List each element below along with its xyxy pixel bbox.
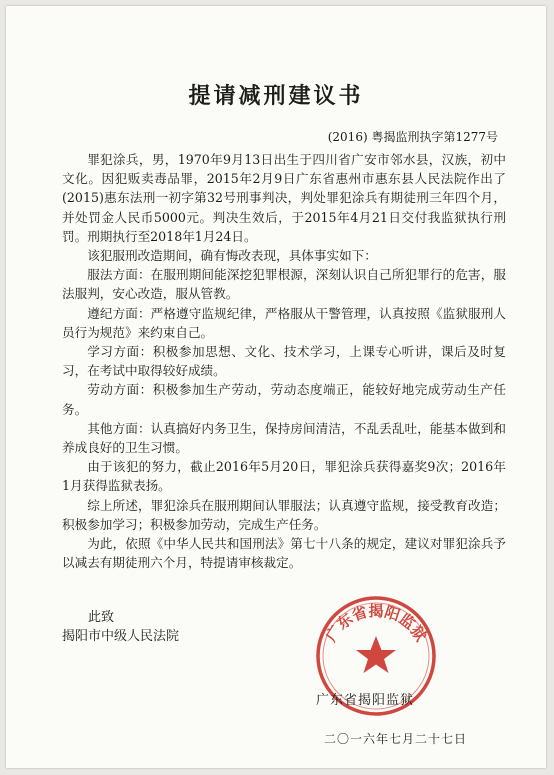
paragraph-discipline: 遵纪方面：严格遵守监规纪律，严格服从干警管理，认真按照《监狱服刑人员行为规范》来约束自己。: [62, 305, 506, 340]
document-body: [62, 150, 506, 572]
signature-date: 二〇一六年七月二十七日: [324, 732, 468, 746]
recipient-court: 揭阳市中级人民法院: [62, 629, 180, 644]
paragraph-intro: 该犯服刑改造期间，确有悔改表现，具体事实如下：: [87, 248, 377, 264]
document-number: (2016) 粤揭监刑执字第1277号: [327, 130, 498, 144]
signature-organization: 广东省揭阳监狱: [316, 693, 415, 708]
paragraph-basic-info: 罪犯涂兵，男，1970年9月13日出生于四川省广安市邻水县，汉族，初中文化。因犯贩卖毒品罪，2015年2月9日广东省惠州市惠东县人民法院作出了(2015)惠东法刑一初字第32号刑事判决，判处罪犯涂兵有期徒刑三年四个月，并处罚金人民币5000元。判决生效后，于2015年4月21日交付我监狱执行刑罚。刑期执行至2018年1月24日。: [62, 152, 506, 244]
paragraph-summary: 综上所述，罪犯涂兵在服刑期间认罪服法；认真遵守监规，接受教育改造；积极参加学习；积极参加劳动，完成生产任务。: [62, 497, 506, 532]
document-page: [6, 6, 546, 768]
paragraph-rewards: 由于该犯的努力，截止2016年5月20日，罪犯涂兵获得嘉奖9次；2016年1月获得监狱表扬。: [62, 459, 506, 494]
paragraph-study: 学习方面：积极参加思想、文化、技术学习，上课专心听讲，课后及时复习，在考试中取得较好成绩。: [62, 344, 506, 379]
paragraph-proposal: 为此，依照《中华人民共和国刑法》第七十八条的规定，建议对罪犯涂兵予以减去有期徒刑六个月，特提请审核裁定。: [62, 536, 506, 571]
paragraph-law-abiding: 服法方面：在服刑期间能深挖犯罪根源，深刻认识自己所犯罪行的危害，服法服判，安心改造，服从管教。: [62, 267, 506, 302]
document-title: 提请减刑建议书: [188, 83, 364, 109]
closing-greeting: 此致: [88, 610, 115, 625]
seal-star-icon: [356, 636, 396, 673]
paragraph-labor: 劳动方面：积极参加生产劳动，劳动态度端正，能较好地完成劳动生产任务。: [62, 382, 506, 417]
closing-block: [62, 608, 179, 646]
paragraph-other: 其他方面：认真搞好内务卫生，保持房间清洁，不乱丢乱吐，能基本做到和养成良好的卫生习惯。: [62, 420, 506, 456]
svg-text:广东省揭阳监狱: 广东省揭阳监狱: [321, 602, 431, 645]
